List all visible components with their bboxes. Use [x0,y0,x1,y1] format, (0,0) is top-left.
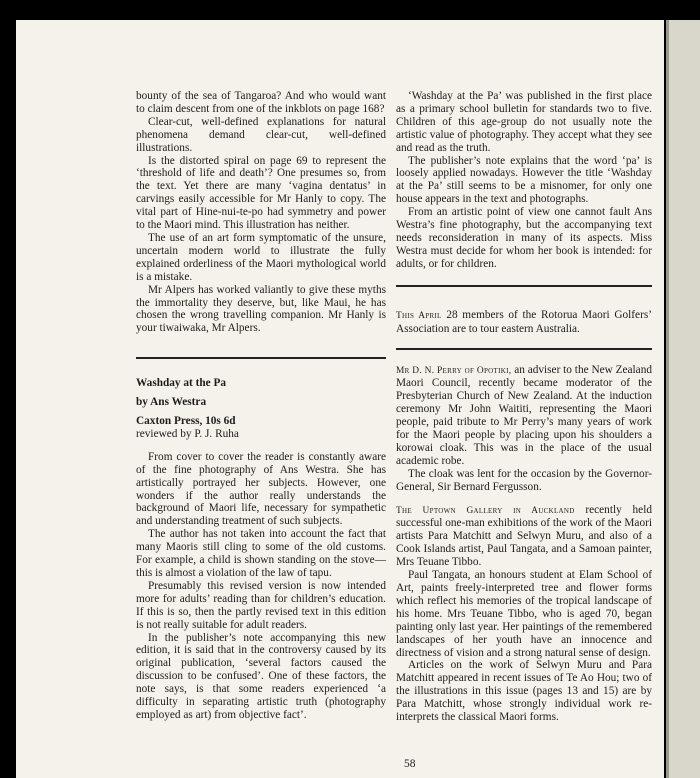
news-item: The Uptown Gallery in Auckland recently held successful one-man exhibitions of the work of the Maori artists Para Matchitt and Selwyn Muru, and also of a Cook Islands artist, Paul Tangata, and a Samoan painter, Mrs Teuane Tibbo. [396,503,653,569]
news-item: The cloak was lent for the occasion by the Governor-General, Sir Bernard Fergusson. [396,467,652,493]
paragraph: bounty of the sea of Tangaroa? And who would want to claim descent from one of the inkblots on page 168? [136,90,386,115]
section-divider [136,357,386,359]
paragraph: Presumably this revised version is now intended more for adults’ reading than for children’s education. If this is so, then the partly revised text in this edition is not really suitable for adult readers. [136,579,386,631]
paragraph: The use of an art form symptomatic of the unsure, uncertain modern world to illustrate the fully explained orderliness of the Maori mythological world is a mistake. [136,231,386,283]
paragraph: From cover to cover the reader is constantly aware of the fine photography of Ans Westra. She has artistically portrayed her subjects. However, one wonders if the author really understands the background of Maori life, necessary for sympathetic and understanding treatment of such subjects. [136,450,386,528]
page-number: 58 [404,758,416,770]
page-sheet [16,20,664,778]
paragraph: Mr Alpers has worked valiantly to give these myths the immortality they deserve, but, like Maui, he has chosen the wrong travelling companion. Mr Hanly is your tiwaiwaka, Mr Alpers. [136,283,386,335]
section-divider [396,348,652,350]
news-lead: The Uptown Gallery in Auckland [396,505,575,516]
right-column [396,90,652,724]
paragraph: From an artistic point of view one cannot fault Ans Westra’s fine photography, but the accompanying text needs reconsideration in many of its aspects. Miss Westra must decide for whom her book is intended: for adults, or for children. [396,206,652,270]
news-item: Paul Tangata, an honours student at Elam School of Art, paints freely-interpreted tree and flower forms which reflect his memories of the tropical landscape of his home. Mrs Teuane Tibbo, who is aged 70, began painting only last year. Her paintings of the remembered landscapes of her youth have an innocence and directness of vision and a strong natural sense of design. [396,569,652,659]
review-title: Washday at the Pa [136,377,227,390]
paragraph: In the publisher’s note accompanying this new edition, it is said that in the controversy caused by its original publication, ‘several factors caused the discussion to be confused’. One of these factors, the note says, is that some readers experienced ‘a difficulty in separating artistic truth (photography employed as art) from objective fact’. [136,631,386,721]
reviewer-credit: reviewed by P. J. Ruha [136,427,239,440]
paragraph: The author has not taken into account the fact that many Maoris still cling to some of the old customs. For example, a child is shown standing on the stove—this is almost a violation of the law of tapu. [136,528,386,579]
paragraph: Clear-cut, well-defined explanations for natural phenomena demand clear-cut, well-defined illustrations. [136,115,386,154]
left-column [136,90,386,722]
news-lead: Mr D. N. Perry of Opotiki, [396,365,512,376]
news-item: Mr D. N. Perry of Opotiki, an adviser to the New Zealand Maori Council, recently became moderator of the Presbyterian Church of New Zealand. At the induction ceremony Mr John Waititi, representing the Maori people, paid tribute to Mr Perry’s many years of work for the Maori people by placing upon his shoulders a korowai cloak. This was in the place of the usual academic robe. [396,363,652,467]
news-item: Articles on the work of Selwyn Muru and Para Matchitt appeared in recent issues of Te Ao Hou; two of the illustrations in this issue (pages 13 and 15) are by Para Matchitt, whose strongly individual work re-interprets the classical Maori forms. [396,659,652,724]
review-publisher: Caxton Press, 10s 6d [136,415,236,428]
paragraph: The publisher’s note explains that the word ‘pa’ is loosely applied nowadays. However the title ‘Washday at the Pa’ still seems to be a misnomer, for only one house appears in the text and photographs. [396,154,652,206]
news-lead: This April [396,310,442,321]
section-divider [396,285,652,287]
review-author: by Ans Westra [136,396,207,409]
paragraph: ‘Washday at the Pa’ was published in the first place as a primary school bulletin for standards two to five. Children of this age-group do not usually note the artistic value of photography. They accept what they see and read as the truth. [396,90,652,154]
paragraph: Is the distorted spiral on page 69 to represent the ‘threshold of life and death’? One presumes so, from the text. Yet there are many ‘vagina dentatus’ in carvings easily accessible for Mr Hanly to copy. The vital part of Hine-nui-te-po had symmetry and power to the Maori mind. This illustration has neither. [136,154,386,232]
news-item: This April 28 members of the Rotorua Maori Golfers’ Association are to tour eastern Australia. [396,308,652,335]
next-page-edge [666,20,700,778]
